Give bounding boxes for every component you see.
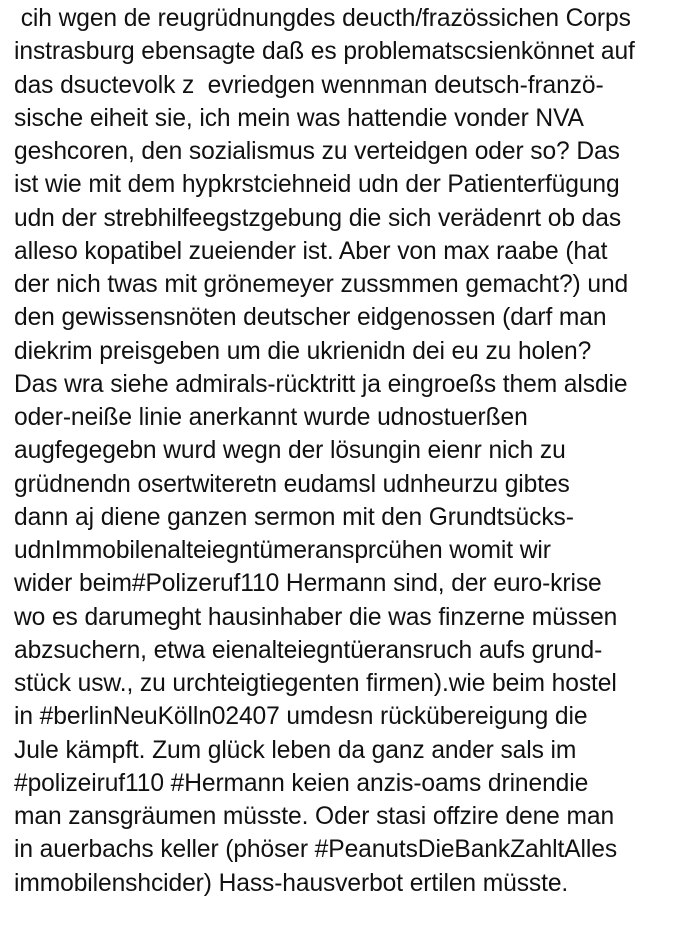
text-line-6: ist wie mit dem hypkrstciehneid udn der Patienterfügung xyxy=(14,171,620,199)
text-line-10: den gewissensnöten deutscher eidgenossen (darf man xyxy=(14,304,607,332)
text-line-19: wo es darumeght hausinhaber die was finzerne müssen xyxy=(14,603,618,631)
text-line-15: grüdnendn osertwiteretn eudamsl udnheurzu gibtes xyxy=(14,470,570,498)
text-line-16: dann aj diene ganzen sermon mit den Grundtsücks- xyxy=(14,503,574,531)
text-line-11: diekrim preisgeben um die ukrienidn dei eu zu holen? xyxy=(14,337,592,365)
text-line-25: man zansgräumen müsste. Oder stasi offzire dene man xyxy=(14,803,615,830)
text-line-9: der nich twas mit grönemeyer zussmmen gemacht?) und xyxy=(14,271,629,298)
text-line-27: immobilenshcider) Hass-hausverbot ertilen müsste. xyxy=(14,869,569,897)
text-line-21: stück usw., zu urchteigtiegenten firmen).wie beim hostel xyxy=(14,670,617,697)
text-line-23: Jule kämpft. Zum glück leben da ganz ander sals im xyxy=(14,736,577,764)
text-line-22: in #berlinNeuKölln02407 umdesn rückübereigung die xyxy=(14,703,588,731)
text-line-8: alleso kopatibel zueiender ist. Aber von max raabe (hat xyxy=(14,237,608,265)
body-text xyxy=(14,2,682,900)
text-line-20: abzsuchern, etwa eienalteiegntüeransruch aufs grund- xyxy=(14,636,603,664)
text-line-26: in auerbachs keller (phöser #PeanutsDieBankZahltAlles xyxy=(14,836,618,864)
text-line-14: augfegegebn wurd wegn der lösungin eienr nich zu xyxy=(14,437,566,465)
text-line-12: Das wra siehe admirals-rücktritt ja eingroeßs them alsdie xyxy=(14,370,628,398)
text-line-5: geshcoren, den sozialismus zu verteidgen oder so? Das xyxy=(14,138,620,165)
text-line-17: udnImmobilenalteiegntümeransprcühen womit wir xyxy=(14,537,551,564)
text-line-3: das dsuctevolk z evriedgen wennman deutsch-franzö- xyxy=(14,71,604,99)
text-line-1: cih wgen de reugrüdnungdes deucth/frazössichen Corps xyxy=(14,5,631,32)
text-line-2: instrasburg ebensagte daß es problematscsienkönnet auf xyxy=(14,38,635,66)
text-line-4: sische eiheit sie, ich mein was hattendie vonder NVA xyxy=(14,104,584,132)
text-line-13: oder-neiße linie anerkannt wurde udnostuerßen xyxy=(14,404,528,431)
text-line-18: wider beim#Polizeruf110 Hermann sind, der euro-krise xyxy=(14,570,602,598)
text-line-24: #polizeiruf110 #Hermann keien anzis-oams drinendie xyxy=(14,769,589,797)
text-line-7: udn der strebhilfeegstzgebung die sich verädenrt ob das xyxy=(14,204,622,232)
